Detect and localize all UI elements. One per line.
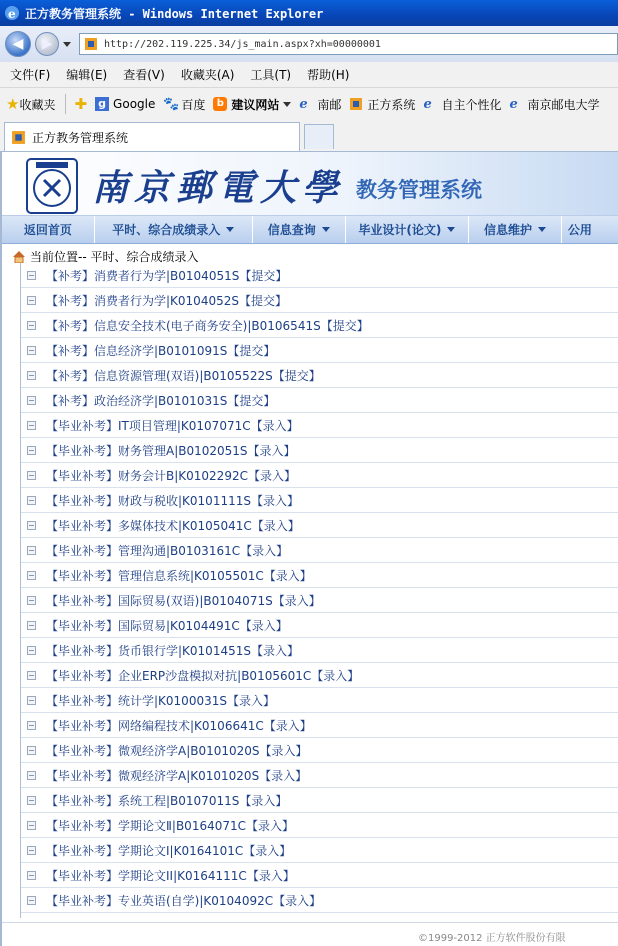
ie-logo-icon [4,5,20,21]
breadcrumb-label: 当前位置 [30,250,79,264]
window-title-bar [0,0,618,26]
collapse-icon [27,746,36,755]
course-link[interactable]: 【毕业补考】财政与税收|K0101111S【录入】 [46,493,299,508]
course-link[interactable]: 【毕业补考】货币银行学|K0101451S【录入】 [46,643,299,658]
collapse-icon [27,696,36,705]
fav-suggested-label: 建议网站 [231,97,280,112]
nav-info-query-label: 信息查询 [267,223,316,237]
footer-copyright: ©1999-2012 正方软件股份有限 [418,933,566,944]
list-item [21,513,618,538]
list-item [21,638,618,663]
fav-njupt[interactable] [509,96,599,113]
course-link[interactable]: 【毕业补考】网络编程技术|K0106641C【录入】 [46,718,312,733]
nav-info-query[interactable] [253,216,346,244]
address-url: http://202.119.225.34/js_main.aspx?xh=00000001 [104,38,381,50]
menu-edit[interactable]: 编辑(E) [66,68,108,82]
collapse-icon [27,296,36,305]
menu-favorites[interactable]: 收藏夹(A) [180,68,235,82]
collapse-icon [27,771,36,780]
star-icon: ★ [6,95,20,113]
nav-public-label: 公用 [567,223,592,237]
page-footer [2,922,618,946]
page-content [0,152,618,946]
list-item [21,388,618,413]
address-bar[interactable] [79,33,618,55]
chevron-down-icon [447,227,455,232]
list-item [21,538,618,563]
forward-button[interactable]: ▶ [35,32,59,56]
course-link[interactable]: 【补考】消费者行为学|K0104052S【提交】 [46,293,287,308]
university-name: 南京郵電大學 [92,167,345,209]
suggested-sites-icon: b [213,97,227,111]
collapse-icon [27,346,36,355]
tab-active[interactable] [4,122,300,151]
list-item [21,763,618,788]
fav-google[interactable] [95,97,155,111]
course-link[interactable]: 【毕业补考】学期论文I|K0164101C【录入】 [46,843,292,858]
fav-baidu[interactable] [163,96,205,113]
course-link[interactable]: 【毕业补考】统计学|K0100031S【录入】 [46,693,275,708]
nav-score-entry-label: 平时、综合成绩录入 [112,223,221,237]
new-tab-button[interactable] [304,124,334,149]
collapse-icon [27,271,36,280]
collapse-icon [27,896,36,905]
collapse-icon [27,546,36,555]
history-dropdown-icon[interactable] [63,42,71,47]
course-link[interactable]: 【补考】消费者行为学|B0104051S【提交】 [46,268,288,283]
course-link[interactable]: 【补考】信息经济学|B0101091S【提交】 [46,343,276,358]
site-favicon-icon [11,130,26,145]
nav-public[interactable] [562,216,618,244]
course-link[interactable]: 【毕业补考】企业ERP沙盘模拟对抗|B0105601C【录入】 [46,668,360,683]
university-seal-logo [26,158,78,214]
fav-suggested-sites[interactable] [213,96,291,113]
site-banner [2,152,618,216]
nav-home-label: 返回首页 [23,223,72,237]
home-icon [12,250,26,263]
ie-page-icon: e [299,97,308,112]
list-item [21,338,618,363]
tab-strip [0,120,618,152]
chevron-down-icon [283,102,291,107]
course-link[interactable]: 【毕业补考】IT项目管理|K0107071C【录入】 [46,418,299,433]
divider [65,94,66,114]
list-item [21,463,618,488]
course-link[interactable]: 【补考】信息安全技术(电子商务安全)|B0106541S【提交】 [46,318,369,333]
list-item [21,688,618,713]
add-favorite-icon: ✚ [74,95,88,113]
breadcrumb-path: -- 平时、综合成绩录入 [78,250,199,264]
address-toolbar [0,26,618,62]
nav-info-maintenance-label: 信息维护 [483,223,532,237]
list-item [21,813,618,838]
course-link[interactable]: 【毕业补考】国际贸易|K0104491C【录入】 [46,618,288,633]
main-nav [2,216,618,244]
course-link[interactable]: 【毕业补考】财务会计B|K0102292C【录入】 [46,468,296,483]
collapse-icon [27,496,36,505]
fav-google-label: Google [113,97,156,111]
course-link[interactable]: 【补考】政治经济学|B0101031S【提交】 [46,393,276,408]
course-link[interactable]: 【毕业补考】微观经济学A|K0101020S【录入】 [46,768,308,783]
course-link[interactable]: 【补考】信息资源管理(双语)|B0105522S【提交】 [46,368,321,383]
fav-personalized-label: 自主个性化 [441,97,502,112]
favorites-bar [0,88,618,120]
course-link[interactable]: 【毕业补考】管理信息系统|K0105501C【录入】 [46,568,312,583]
nav-thesis[interactable] [346,216,470,244]
menu-view[interactable]: 查看(V) [123,68,165,82]
collapse-icon [27,621,36,630]
collapse-icon [27,396,36,405]
collapse-icon [27,846,36,855]
collapse-icon [27,871,36,880]
list-item [21,738,618,763]
fav-zhengfang[interactable] [349,96,415,113]
course-link[interactable]: 【毕业补考】系统工程|B0107011S【录入】 [46,793,288,808]
ie-page-icon: e [509,97,518,112]
collapse-icon [27,371,36,380]
collapse-icon [27,421,36,430]
nav-home[interactable] [2,216,95,244]
course-link[interactable]: 【毕业补考】管理沟通|B0103161C【录入】 [46,543,289,558]
collapse-icon [27,571,36,580]
favorites-button[interactable] [6,95,55,113]
collapse-icon [27,521,36,530]
chevron-down-icon [226,227,234,232]
menu-tools[interactable]: 工具(T) [250,68,292,82]
collapse-icon [27,796,36,805]
course-list [20,263,618,918]
collapse-icon [27,671,36,680]
nav-score-entry[interactable] [95,216,253,244]
fav-njupt-label: 南京邮电大学 [527,97,600,112]
collapse-icon [27,821,36,830]
fav-personalized[interactable] [423,96,501,113]
collapse-icon [27,646,36,655]
list-item [21,488,618,513]
system-name: 教务管理系统 [356,178,482,202]
fav-baidu-label: 百度 [181,97,206,112]
list-item [21,563,618,588]
list-item [21,413,618,438]
back-button[interactable]: ◀ [5,31,31,57]
course-link[interactable]: 【毕业补考】专业英语(自学)|K0104092C【录入】 [46,893,322,908]
course-link[interactable]: 【毕业补考】国际贸易(双语)|B0104071S【录入】 [46,593,321,608]
list-item [21,438,618,463]
site-favicon-icon [84,37,98,51]
collapse-icon [27,596,36,605]
list-item [21,363,618,388]
baidu-paw-icon: 🐾 [163,97,180,112]
course-link[interactable]: 【毕业补考】学期论文II|K0164111C【录入】 [46,868,295,883]
collapse-icon [27,446,36,455]
list-item [21,863,618,888]
add-favorite-button[interactable] [74,95,87,113]
list-item [21,663,618,688]
collapse-icon [27,471,36,480]
collapse-icon [27,721,36,730]
ie-page-icon: e [423,97,432,112]
course-link[interactable]: 【毕业补考】微观经济学A|B0101020S【录入】 [46,743,308,758]
list-item [21,613,618,638]
list-item [21,313,618,338]
zhengfang-icon [349,97,363,111]
list-item [21,288,618,313]
nav-info-maintenance[interactable] [469,216,562,244]
list-item [21,588,618,613]
nav-thesis-label: 毕业设计(论文) [358,223,442,237]
svg-text:e: e [8,7,16,21]
menu-help[interactable]: 帮助(H) [307,68,350,82]
chevron-down-icon [322,227,330,232]
collapse-icon [27,321,36,330]
course-link[interactable]: 【毕业补考】多媒体技术|K0105041C【录入】 [46,518,300,533]
list-item [21,713,618,738]
window-title: 正方教务管理系统 - Windows Internet Explorer [25,6,324,21]
course-link[interactable]: 【毕业补考】财务管理A|B0102051S【录入】 [46,443,296,458]
menu-file[interactable]: 文件(F) [10,68,51,82]
course-link[interactable]: 【毕业补考】学期论文Ⅱ|B0164071C【录入】 [46,818,295,833]
fav-zhengfang-label: 正方系统 [367,97,416,112]
google-icon: g [95,97,109,111]
menu-bar [0,62,618,88]
chevron-down-icon [538,227,546,232]
fav-nanyou-label: 南邮 [317,97,342,112]
list-item [21,888,618,913]
favorites-label: 收藏夹 [19,97,56,112]
list-item [21,263,618,288]
list-item [21,788,618,813]
tab-title: 正方教务管理系统 [32,130,129,145]
fav-nanyou[interactable] [299,96,341,113]
list-item [21,838,618,863]
